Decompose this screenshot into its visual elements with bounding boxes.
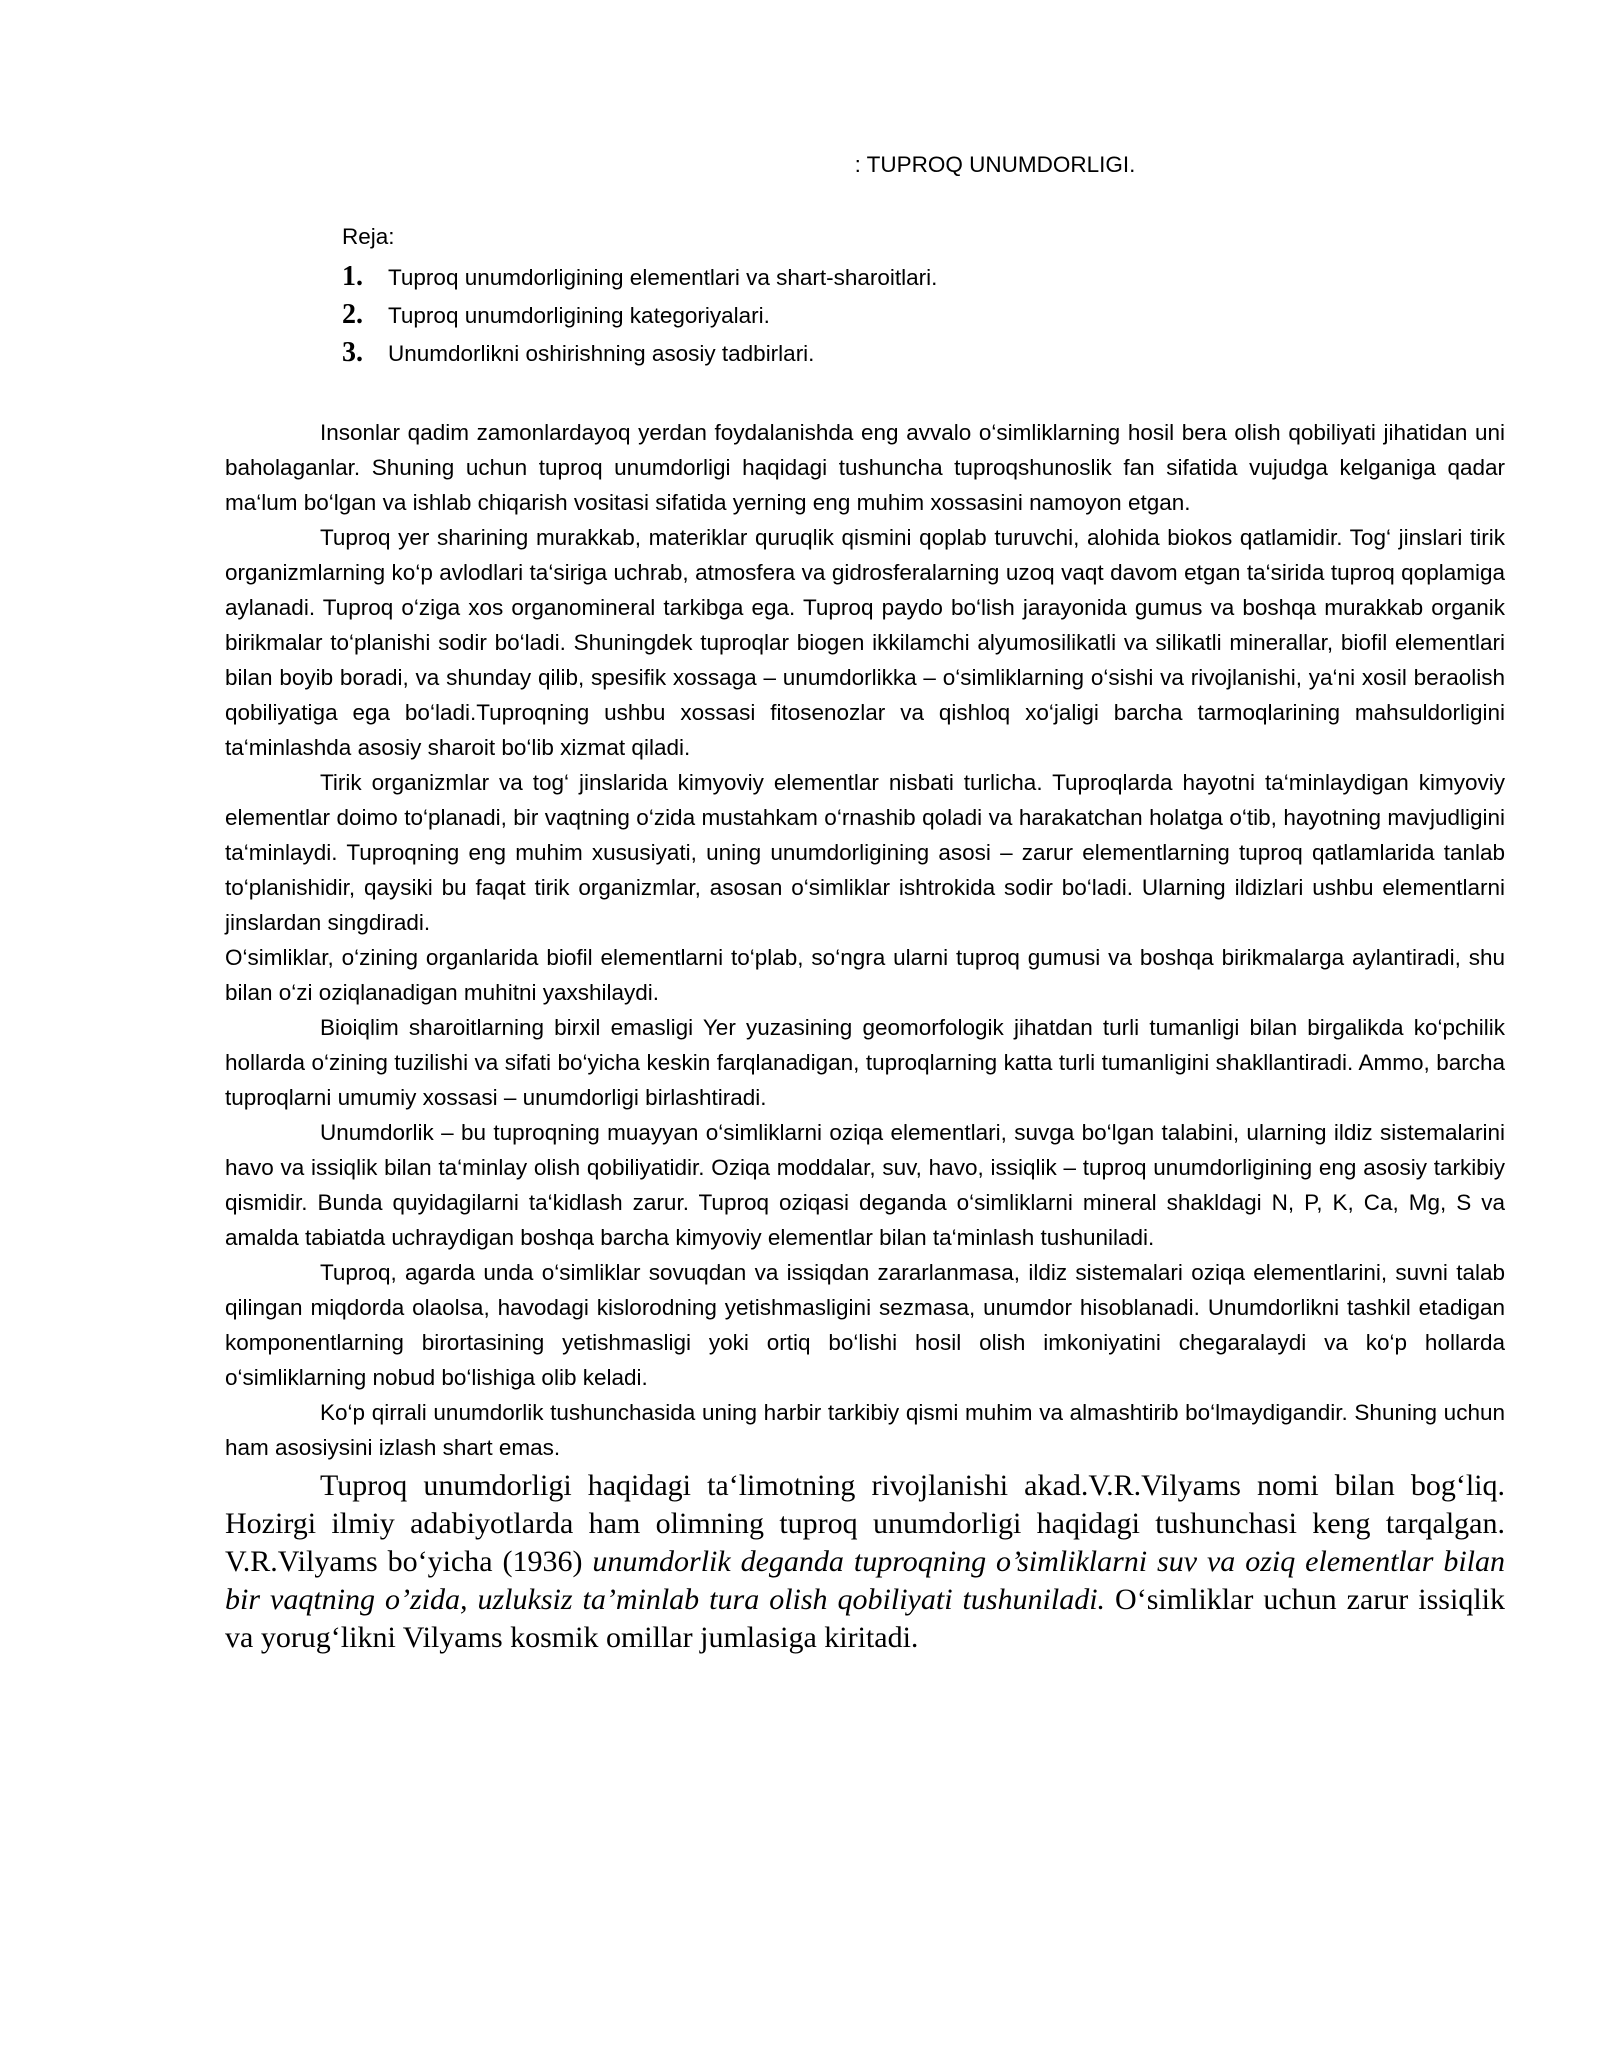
plan-item [342,258,937,296]
plan-item-number: 2. [342,299,363,330]
plan-item-number: 3. [342,337,363,368]
plan-heading: Reja: [342,224,395,249]
plan-item [342,296,937,334]
paragraph: Tirik organizmlar va tog‘ jinslarida kimyoviy elementlar nisbati turlicha. Tuproqlarda hayotni ta‘minlaydigan kimyoviy elementlar doimo to‘planadi, bir vaqtning o‘zida mustahkam o‘rnashib qoladi va harakatchan holatga o‘tib, hayotning mavjudligini ta‘minlaydi. Tuproqning eng muhim xususiyati, uning unumdorligining asosi – zarur elementlarning tuproq qatlamlarida tanlab to‘planishidir, qaysiki bu faqat tirik organizmlar, asosan o‘simliklar ishtrokida sodir bo‘ladi. Ularning ildizlari ushbu elementlarni jinslardan singdiradi. [225,770,1505,935]
definition-italic: unumdorlik deganda tuproqning o’simliklarni suv va oziq elementlar bilan bir vaqtning o’zida, uzluksiz ta’minlab tura olish qobiliyati tushuniladi. [225,1545,1506,1616]
paragraph: Unumdorlik – bu tuproqning muayyan o‘simliklarni oziqa elementlari, suvga bo‘lgan talabini, ularning ildiz sistemalarini havo va issiqlik bilan ta‘minlay olish qobiliyatidir. Oziqa moddalar, suv, havo, issiqlik – tuproq unumdorligining eng asosiy tarkibiy qismidir. Bunda quyidagilarni ta‘kidlash zarur. Tuproq oziqasi deganda o‘simliklarni mineral shakldagi N, P, K, Ca, Mg, S va amalda tabiatda uchraydigan boshqa barcha kimyoviy elementlar bilan ta‘minlash tushuniladi. [225,1120,1505,1250]
paragraph: Bioiqlim sharoitlarning birxil emasligi Yer yuzasining geomorfologik jihatdan turli tumanligi bilan birgalikda ko‘pchilik hollarda o‘zining tuzilishi va sifati bo‘yicha keskin farqlanadigan, tuproqlarning katta turli tumanligini shakllantiradi. Ammo, barcha tuproqlarni umumiy xossasi – unumdorligi birlashtiradi. [225,1015,1505,1110]
paragraph: O‘simliklar, o‘zining organlarida biofil elementlarni to‘plab, so‘ngra ularni tuproq gumusi va boshqa birikmalarga aylantiradi, shu bilan o‘zi oziqlanadigan muhitni yaxshilaydi. [225,945,1505,1005]
plan-item-text: Tuproq unumdorligining kategoriyalari. [388,303,770,328]
plan-item-number: 1. [342,261,363,292]
paragraph: Insonlar qadim zamonlardayoq yerdan foydalanishda eng avvalo o‘simliklarning hosil bera olish qobiliyati jihatidan uni baholaganlar. Shuning uchun tuproq unumdorligi haqidagi tushuncha tuproqshunoslik fan sifatida vujudga kelganiga qadar ma‘lum bo‘lgan va ishlab chiqarish vositasi sifatida yerning eng muhim xossasini namoyon etgan. [225,420,1505,515]
paragraph: Tuproq yer sharining murakkab, materiklar quruqlik qismini qoplab turuvchi, alohida biokos qatlamidir. Tog‘ jinslari tirik organizmlarning ko‘p avlodlari ta‘siriga uchrab, atmosfera va gidrosferalarning uzoq vaqt davom etgan ta‘sirida tuproq qoplamiga aylanadi. Tuproq o‘ziga xos organomineral tarkibga ega. Tuproq paydo bo‘lish jarayonida gumus va boshqa murakkab organik birikmalar to‘planishi sodir bo‘ladi. Shuningdek tuproqlar biogen ikkilamchi alyumosilikatli va silikatli minerallar, biofil elementlari bilan boyib boradi, va shunday qilib, spesifik xossaga – unumdorlikka – o‘simliklarning o‘sishi va rivojlanishi, ya‘ni xosil beraolish qobiliyatiga ega bo‘ladi.Tuproqning ushbu xossasi fitosenozlar va qishloq xo‘jaligi barcha tarmoqlarining mahsuldorligini ta‘minlashda asosiy sharoit bo‘lib xizmat qiladi. [225,525,1505,760]
paragraph: Ko‘p qirrali unumdorlik tushunchasida uning harbir tarkibiy qismi muhim va almashtirib bo‘lmaydigandir. Shuning uchun ham asosiysini izlash shart emas. [225,1400,1505,1460]
document-title: : TUPROQ UNUMDORLIGI. [854,152,1136,177]
final-paragraph-text: Tuproq unumdorligi haqidagi ta‘limotning rivojlanishi akad.V.R.Vilyams nomi bilan bog‘liq. Hozirgi ilmiy adabiyotlarda ham olimning tuproq unumdorligi haqidagi tushunchasi keng tarqalgan. V.R.Vilyams bo‘yicha (1936) [225,1469,1505,1578]
paragraph: Tuproq, agarda unda o‘simliklar sovuqdan va issiqdan zararlanmasa, ildiz sistemalari oziqa elementlarini, suvni talab qilingan miqdorda olaolsa, havodagi kislorodning yetishmasligini sezmasa, unumdor hisoblanadi. Unumdorlikni tashkil etadigan komponentlarning birortasining yetishmasligi yoki ortiq bo‘lishi hosil olish imkoniyatini chegaralaydi va ko‘p hollarda o‘simliklarning nobud bo‘lishiga olib keladi. [225,1260,1505,1390]
plan-list [342,258,937,372]
final-paragraph-text-end: O‘simliklar uchun zarur issiqlik va yorug‘likni Vilyams kosmik omillar jumlasiga kiritadi. [225,1583,1505,1654]
document-body [225,415,1505,1657]
plan-item-text: Tuproq unumdorligining elementlari va shart-sharoitlari. [388,265,938,290]
plan-item [342,334,937,372]
final-paragraph [225,1467,1505,1657]
plan-item-text: Unumdorlikni oshirishning asosiy tadbirlari. [388,341,815,366]
